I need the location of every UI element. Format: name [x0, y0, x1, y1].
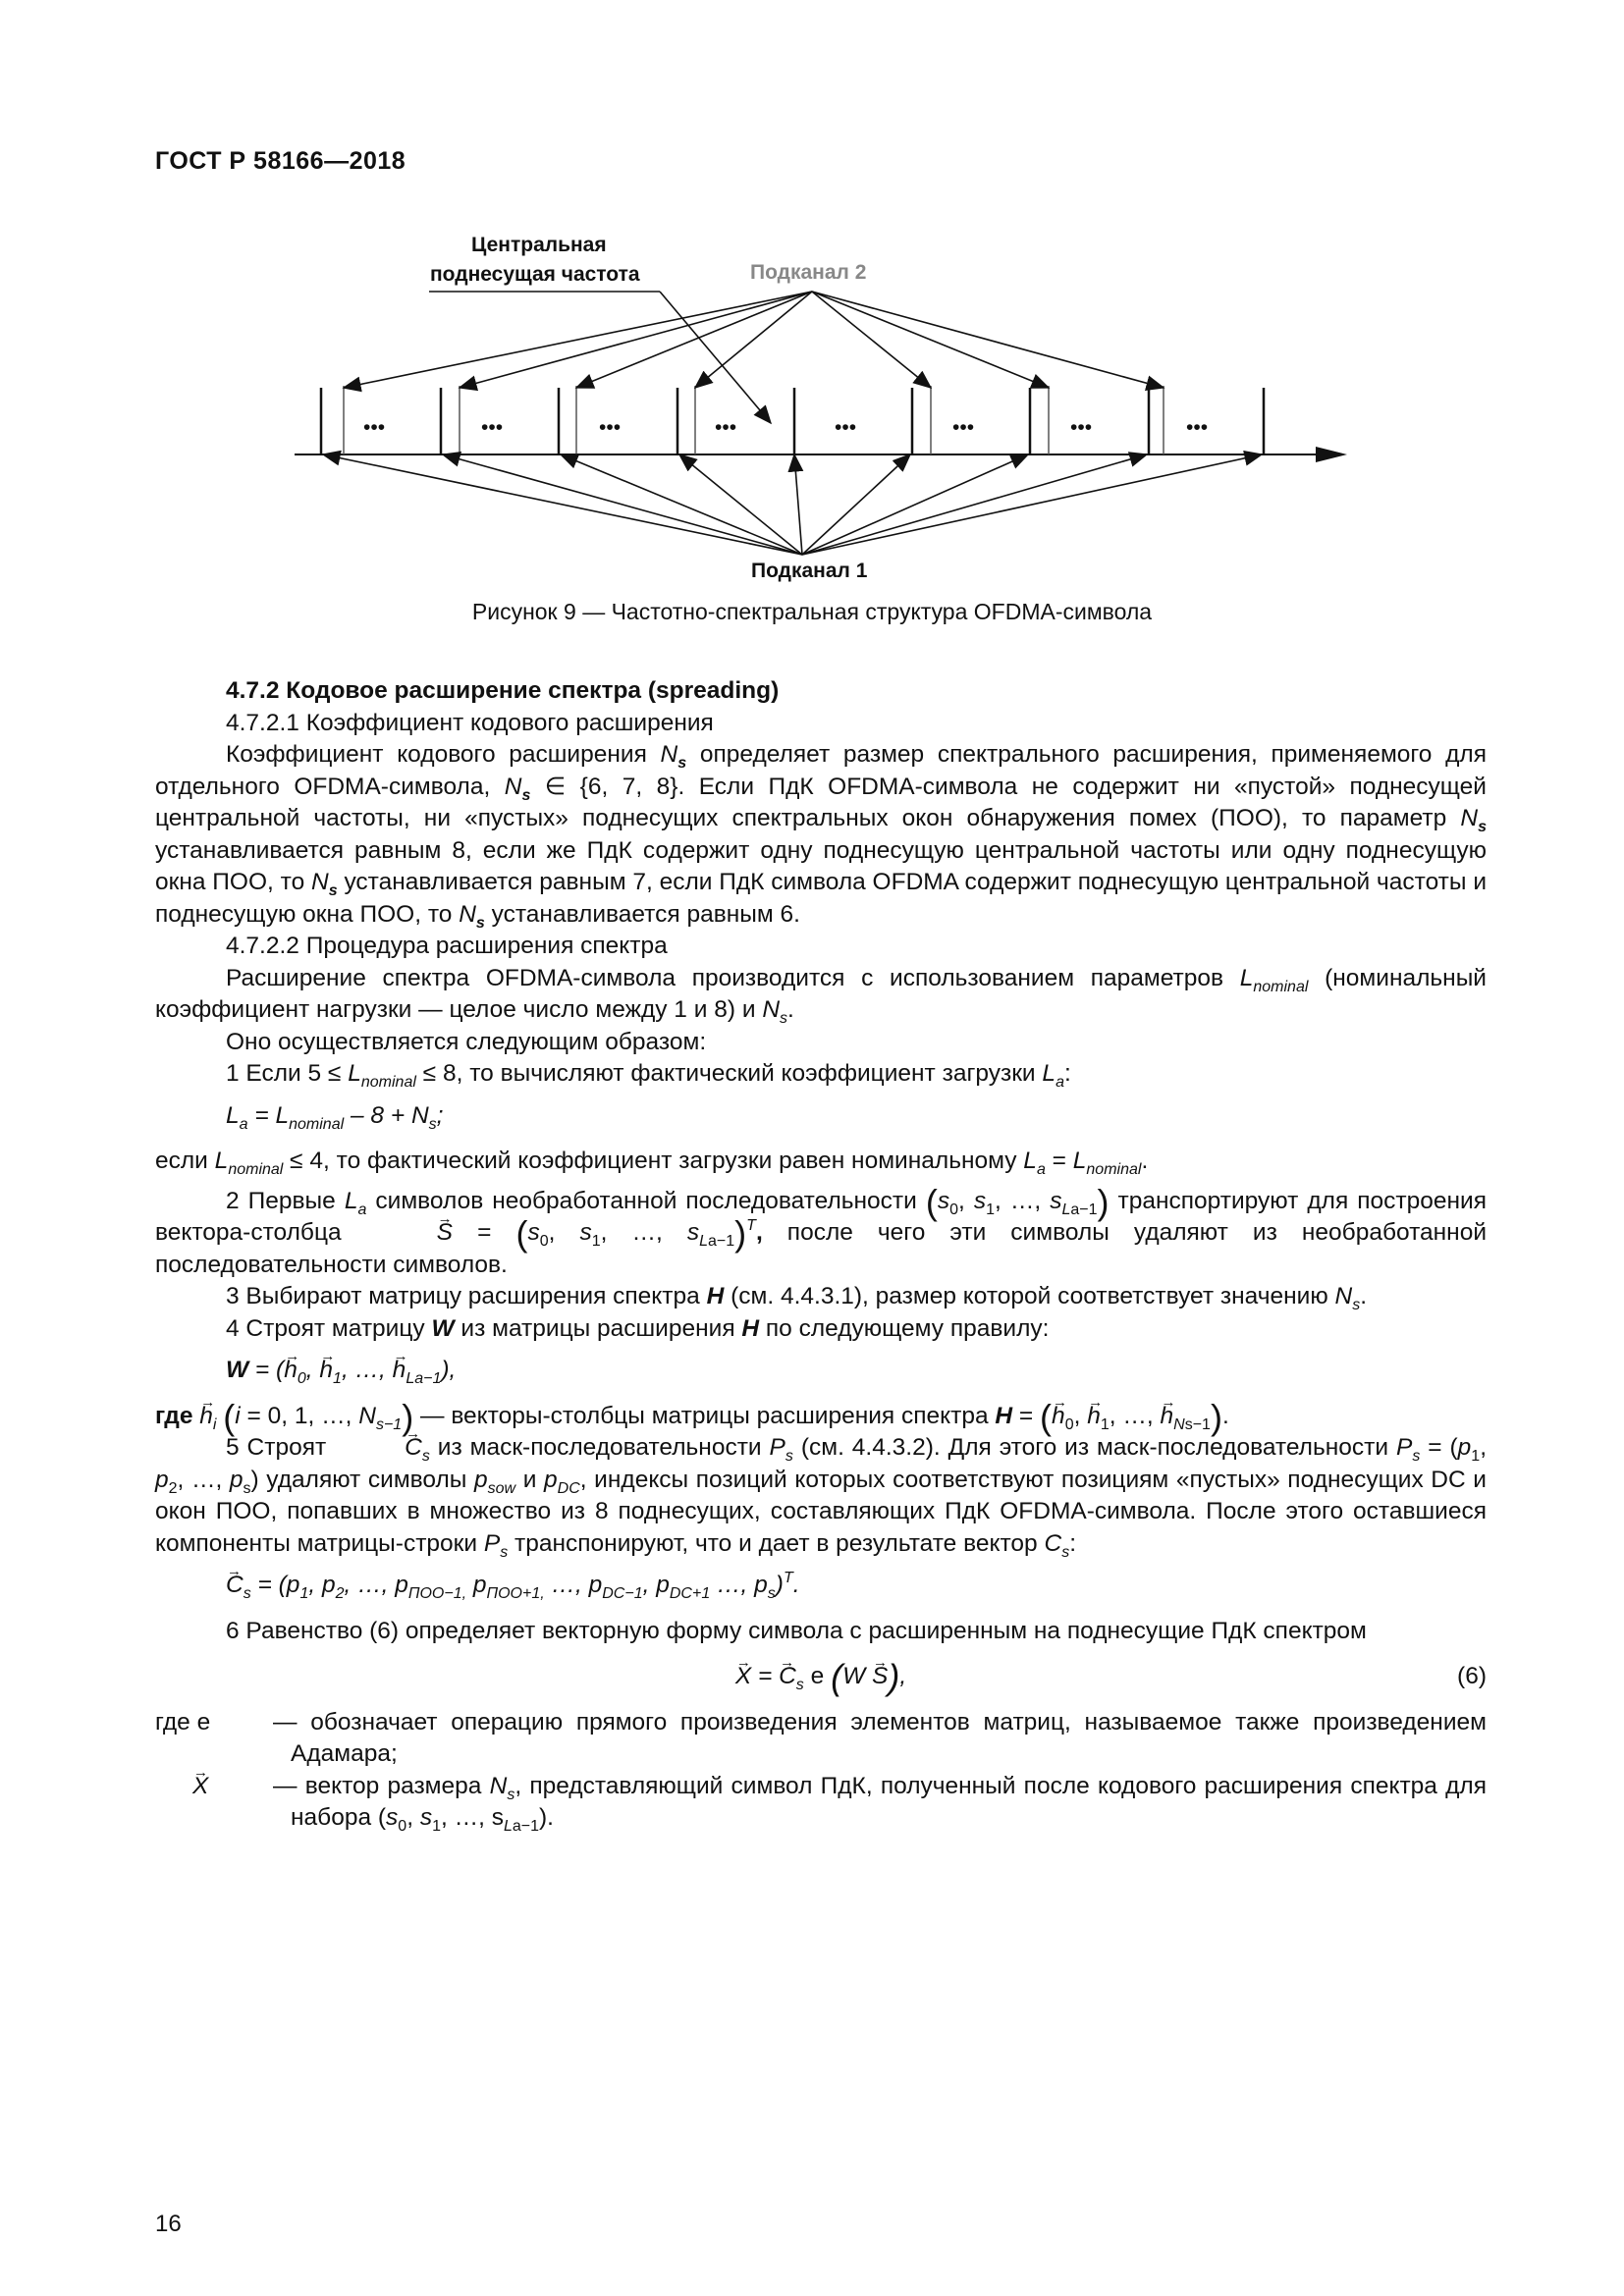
paragraph: 5 Строят → $C_s$ из маск-последовательности $P_s$ (см. 4.4.3.2). Для этого из маск-последовательности $P_s = (p_1$, $p_2$, …, $p_s$) удаляют символы $p_{sow}$ и $p_{DC}$, индексы позиций которых соответствуют позициям «пустых» поднесущих DC и окон ПОО, попавших в множество из 8 поднесущих, составляющих ПдК OFDMA-символа. После этого оставшиеся компоненты матрицы-строки $P_s$ транспонируют, что и дает в результате вектор $C_s$:: [155, 1432, 1487, 1560]
dots: •••: [715, 416, 737, 439]
dots: •••: [599, 416, 622, 439]
central-label-line2: поднесущая частота: [430, 263, 640, 286]
central-label-line1: Центральная: [471, 234, 607, 256]
paragraph: 1 Если $5 \le L_{nominal} \le 8$, то вычисляют фактический коэффициент загрузки $L_a$:: [226, 1060, 1071, 1091]
document-header: ГОСТ Р 58166—2018: [155, 147, 406, 175]
dots: •••: [1070, 416, 1093, 439]
equation-6: → X = → $C_s$ e (W → S), (6): [155, 1661, 1487, 1693]
paragraph: если $L_{nominal} \le 4$, то фактический коэффициент загрузки равен номинальному $L_a = L_{nominal}$.: [155, 1148, 1149, 1178]
formula-w: W = (→ $h_0$, → $h_1$, …, → $h_{La-1}$),: [155, 1355, 1487, 1387]
subchannel1-arrows: [323, 454, 1262, 555]
def-label-x: → X: [155, 1771, 273, 1835]
subchannel2-arrows: [344, 292, 1164, 388]
subsection-title: 4.7.2.1 Коэффициент кодового расширения: [226, 709, 714, 736]
figure-ofdma-spectrum: [0, 226, 1624, 599]
section-title: 4.7.2 Кодовое расширение спектра (spreading): [226, 677, 780, 704]
paragraph: где → $h_i$ (i = 0, 1, …, $N_{s-1}$) — векторы-столбцы матрицы расширения спектра H = (→ $h_0$, → $h_1$, …, → $h_{Ns-1}$).: [155, 1401, 1487, 1433]
equation-number: (6): [1457, 1663, 1487, 1689]
subchannel1-label: Подканал 1: [751, 560, 868, 582]
figure-caption: Рисунок 9 — Частотно-спектральная структура OFDMA-символа: [471, 599, 1153, 624]
paragraph: 6 Равенство (6) определяет векторную форму символа с расширенным на поднесущие ПдК спектром: [226, 1617, 1367, 1644]
paragraph: 4 Строят матрицу W из матрицы расширения H по следующему правилу:: [226, 1314, 1050, 1342]
definitions: [155, 1707, 1487, 1835]
dots: •••: [481, 416, 504, 439]
body-text: [155, 675, 1487, 1835]
dots: •••: [835, 416, 857, 439]
subsection-title: 4.7.2.2 Процедура расширения спектра: [226, 933, 668, 959]
def-label-e: где e: [155, 1708, 211, 1735]
paragraph: 2 Первые $L_a$ символов необработанной последовательности ($s_0$, $s_1$, …, $s_{La-1}$) транспортируют для построения вектора-столбца → $S = (s_0$, $s_1$, …, $s_{La-1})^T$, после чего эти символы удаляют из необработанной последовательности символов.: [155, 1186, 1487, 1282]
def-text-e: — обозначает операцию прямого произведения элементов матриц, называемое также произведением Адамара;: [273, 1708, 1487, 1767]
dots: •••: [1186, 416, 1209, 439]
def-text-x: — вектор размера $N_s$, представляющий символ ПдК, полученный после кодового расширения спектра для набора ($s_0$, $s_1$, …, $s_{La-1}$).: [273, 1772, 1487, 1835]
paragraph: 3 Выбирают матрицу расширения спектра H (см. 4.4.3.1), размер которой соответствует значению $N_s$.: [226, 1283, 1368, 1313]
formula-cs: → $C_s = (p_1$, $p_2$, …, $p_{ПОО-1,}$ $p_{ПОО+1,}$ …, $p_{DC-1}$, $p_{DC+1}$ …, $p_s)^T$.: [155, 1570, 1487, 1602]
dots: •••: [952, 416, 975, 439]
formula-la: $L_a = L_{nominal} - 8 + N_s$;: [226, 1101, 444, 1133]
paragraph: Коэффициент кодового расширения $N_s$ определяет размер спектрального расширения, применяемого для отдельного OFDMA-символа, $N_s$ ∈ {6, 7, 8}. Если ПдК OFDMA-символа не содержит ни «пустой» поднесущей центральной частоты, ни «пустых» поднесущих спектральных окон обнаружения помех (ПОО), то параметр $N_s$ устанавливается равным 8, если же ПдК содержит одну поднесущую центральной частоты или одну поднесущую окна ПОО, то $N_s$ устанавливается равным 7, если ПдК символа OFDMA содержит поднесущую центральной частоты и поднесущую окна ПОО, то $N_s$ устанавливается равным 6.: [155, 741, 1488, 932]
axis-arrowhead: [1316, 447, 1347, 462]
dots: •••: [363, 416, 386, 439]
subchannel2-carriers: [344, 386, 1164, 454]
subchannel2-label: Подканал 2: [750, 261, 867, 284]
page-number: 16: [155, 2211, 182, 2237]
paragraph: Оно осуществляется следующим образом:: [226, 1028, 707, 1055]
paragraph: Расширение спектра OFDMA-символа производится с использованием параметров $L_{nominal}$ (номинальный коэффициент нагрузки — целое число между 1 и 8) и $N_s$.: [155, 964, 1487, 1027]
subchannel1-carriers: [321, 388, 1264, 454]
